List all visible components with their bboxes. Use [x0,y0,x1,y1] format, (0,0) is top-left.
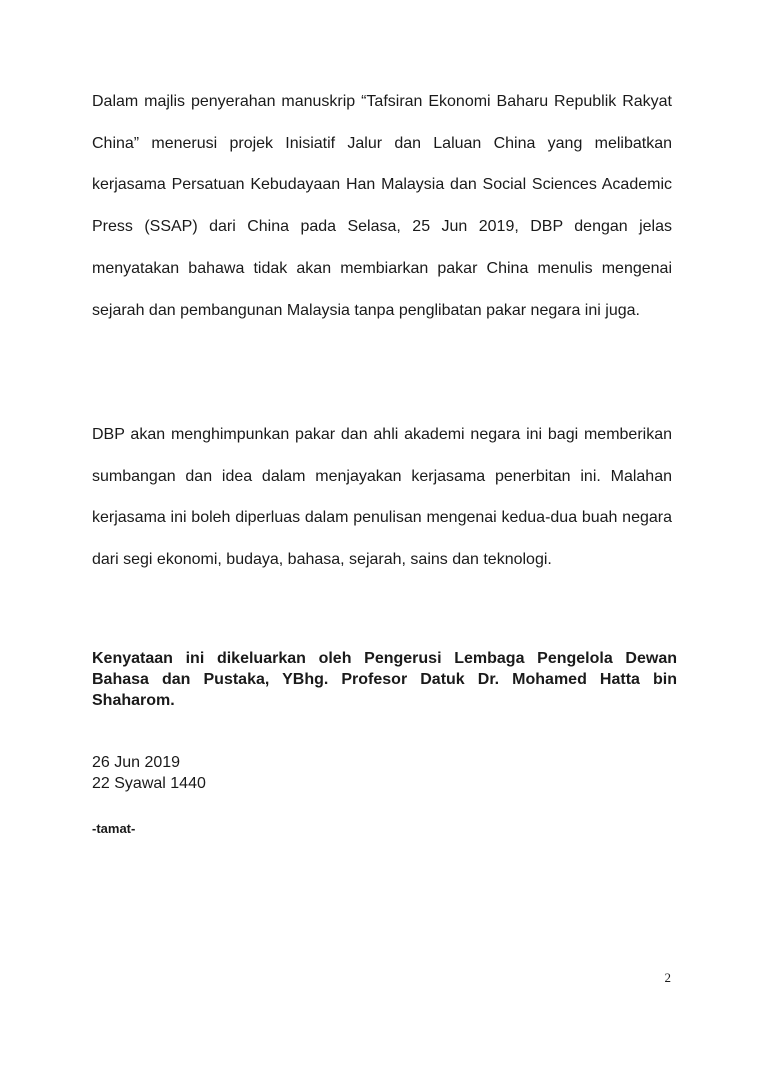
paragraph-dbp-experts: DBP akan menghimpunkan pakar dan ahli akademi negara ini bagi memberikan sumbangan dan idea dalam menjayakan kerjasama penerbitan ini. Malahan kerjasama ini boleh diperluas dalam penulisan mengenai kedua-dua buah negara dari segi ekonomi, budaya, bahasa, sejarah, sains dan teknologi. [92,426,672,569]
date-hijri: 22 Syawal 1440 [92,775,206,792]
statement-issuer: Kenyataan ini dikeluarkan oleh Pengerusi Lembaga Pengelola Dewan Bahasa dan Pustaka, YBhg. Profesor Datuk Dr. Mohamed Hatta bin Shaharom. [92,650,677,709]
date-gregorian: 26 Jun 2019 [92,754,181,771]
page-number: 2 [664,970,671,985]
paragraph-manuscript-handover: Dalam majlis penyerahan manuskrip “Tafsiran Ekonomi Baharu Republik Rakyat China” menerusi projek Inisiatif Jalur dan Laluan China yang melibatkan kerjasama Persatuan Kebudayaan Han Malaysia dan Social Sciences Academic Press (SSAP) dari China pada Selasa, 25 Jun 2019, DBP dengan jelas menyatakan bahawa tidak akan membiarkan pakar China menulis mengenai sejarah dan pembangunan Malaysia tanpa penglibatan pakar negara ini juga. [92,93,672,319]
date-block [92,752,206,794]
end-mark: -tamat- [92,821,136,836]
